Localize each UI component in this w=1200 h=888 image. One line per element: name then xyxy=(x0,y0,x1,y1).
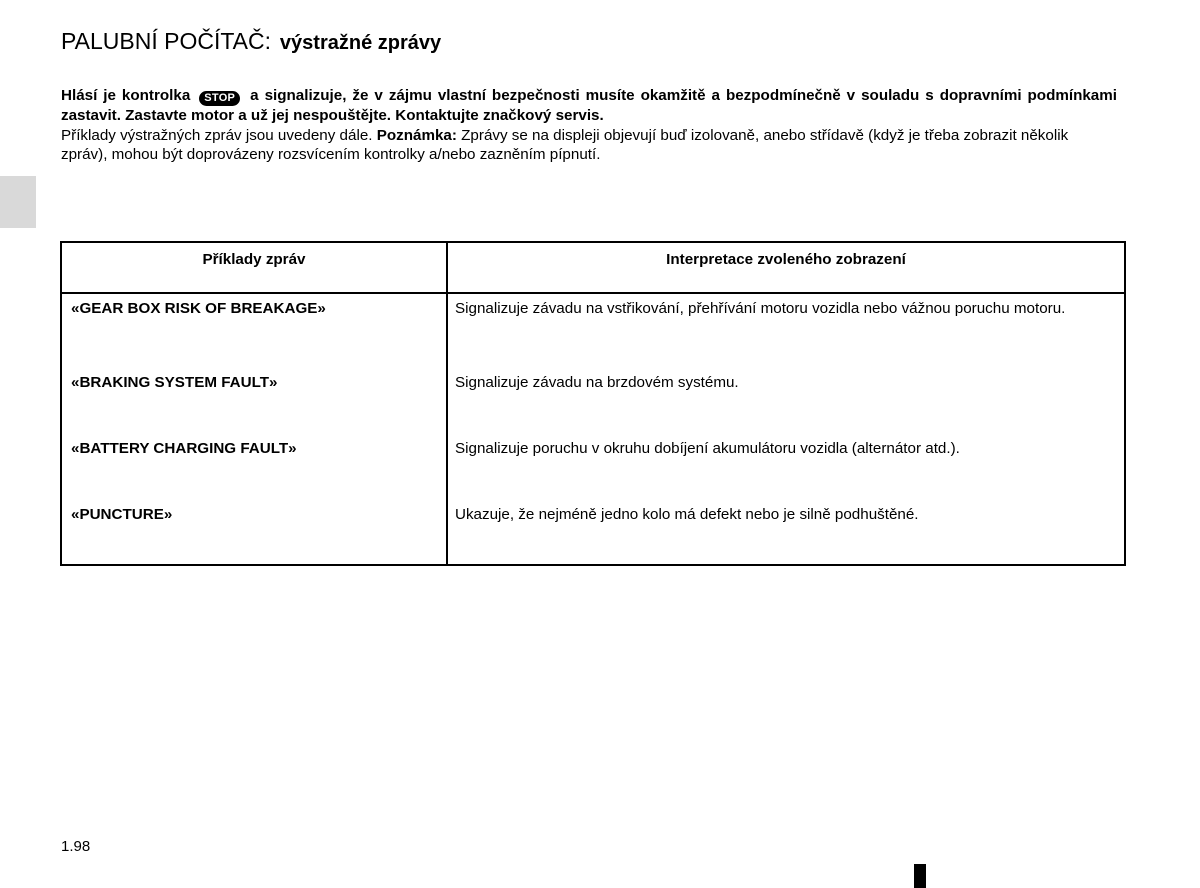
table-row-description: Ukazuje, že nejméně jedno kolo má defekt nebo je silně podhuštěné. xyxy=(455,506,919,523)
page-title-main: PALUBNÍ POČÍTAČ: xyxy=(61,28,272,54)
table-row-message: «BRAKING SYSTEM FAULT» xyxy=(71,374,278,391)
table-row-description: Signalizuje závadu na vstřikování, přehřívání motoru vozidla nebo vážnou poruchu motoru. xyxy=(455,300,1066,317)
table-header-interpretation: Interpretace zvoleného zobrazení xyxy=(666,251,906,268)
warning-text-after: a signalizuje, že v zájmu vlastní bezpečnosti musíte okamžitě a bezpodmínečně v souladu s dopravními podmínkami zastavit. Zastavte motor a už jej nespouštějte. Kontaktujte značkový servis. xyxy=(61,87,1117,124)
table-row-description: Signalizuje poruchu v okruhu dobíjení akumulátoru vozidla (alternátor atd.). xyxy=(455,440,960,457)
warning-messages-table xyxy=(60,241,1126,566)
table-row-description: Signalizuje závadu na brzdovém systému. xyxy=(455,374,739,391)
table-header-messages: Příklady zpráv xyxy=(202,251,306,268)
table-header-divider xyxy=(62,292,1124,294)
page-number: 1.98 xyxy=(61,838,91,855)
table-row-message: «GEAR BOX RISK OF BREAKAGE» xyxy=(71,300,326,317)
info-text: Příklady výstražných zpráv jsou uvedeny dále. xyxy=(61,126,373,144)
note-text: Zprávy se na displeji objevují buď izolovaně, anebo střídavě (když je třeba zobrazit několik zpráv), mohou být doprovázeny rozsvícením kontrolky a/nebo zazněním pípnutí. xyxy=(61,126,1069,163)
page-title xyxy=(61,20,441,57)
table-row-message: «PUNCTURE» xyxy=(71,506,173,523)
intro-section xyxy=(61,86,1117,165)
stop-warning-icon: STOP xyxy=(199,91,240,106)
note-label: Poznámka: xyxy=(376,126,457,144)
page-edge-marker xyxy=(914,864,926,888)
table-row-message: «BATTERY CHARGING FAULT» xyxy=(71,440,297,457)
warning-paragraph xyxy=(61,86,1117,126)
info-paragraph xyxy=(61,126,1117,165)
chapter-tab xyxy=(0,176,36,228)
warning-text-before: Hlásí je kontrolka xyxy=(61,87,191,104)
page-title-sub: výstražné zprávy xyxy=(279,32,442,54)
